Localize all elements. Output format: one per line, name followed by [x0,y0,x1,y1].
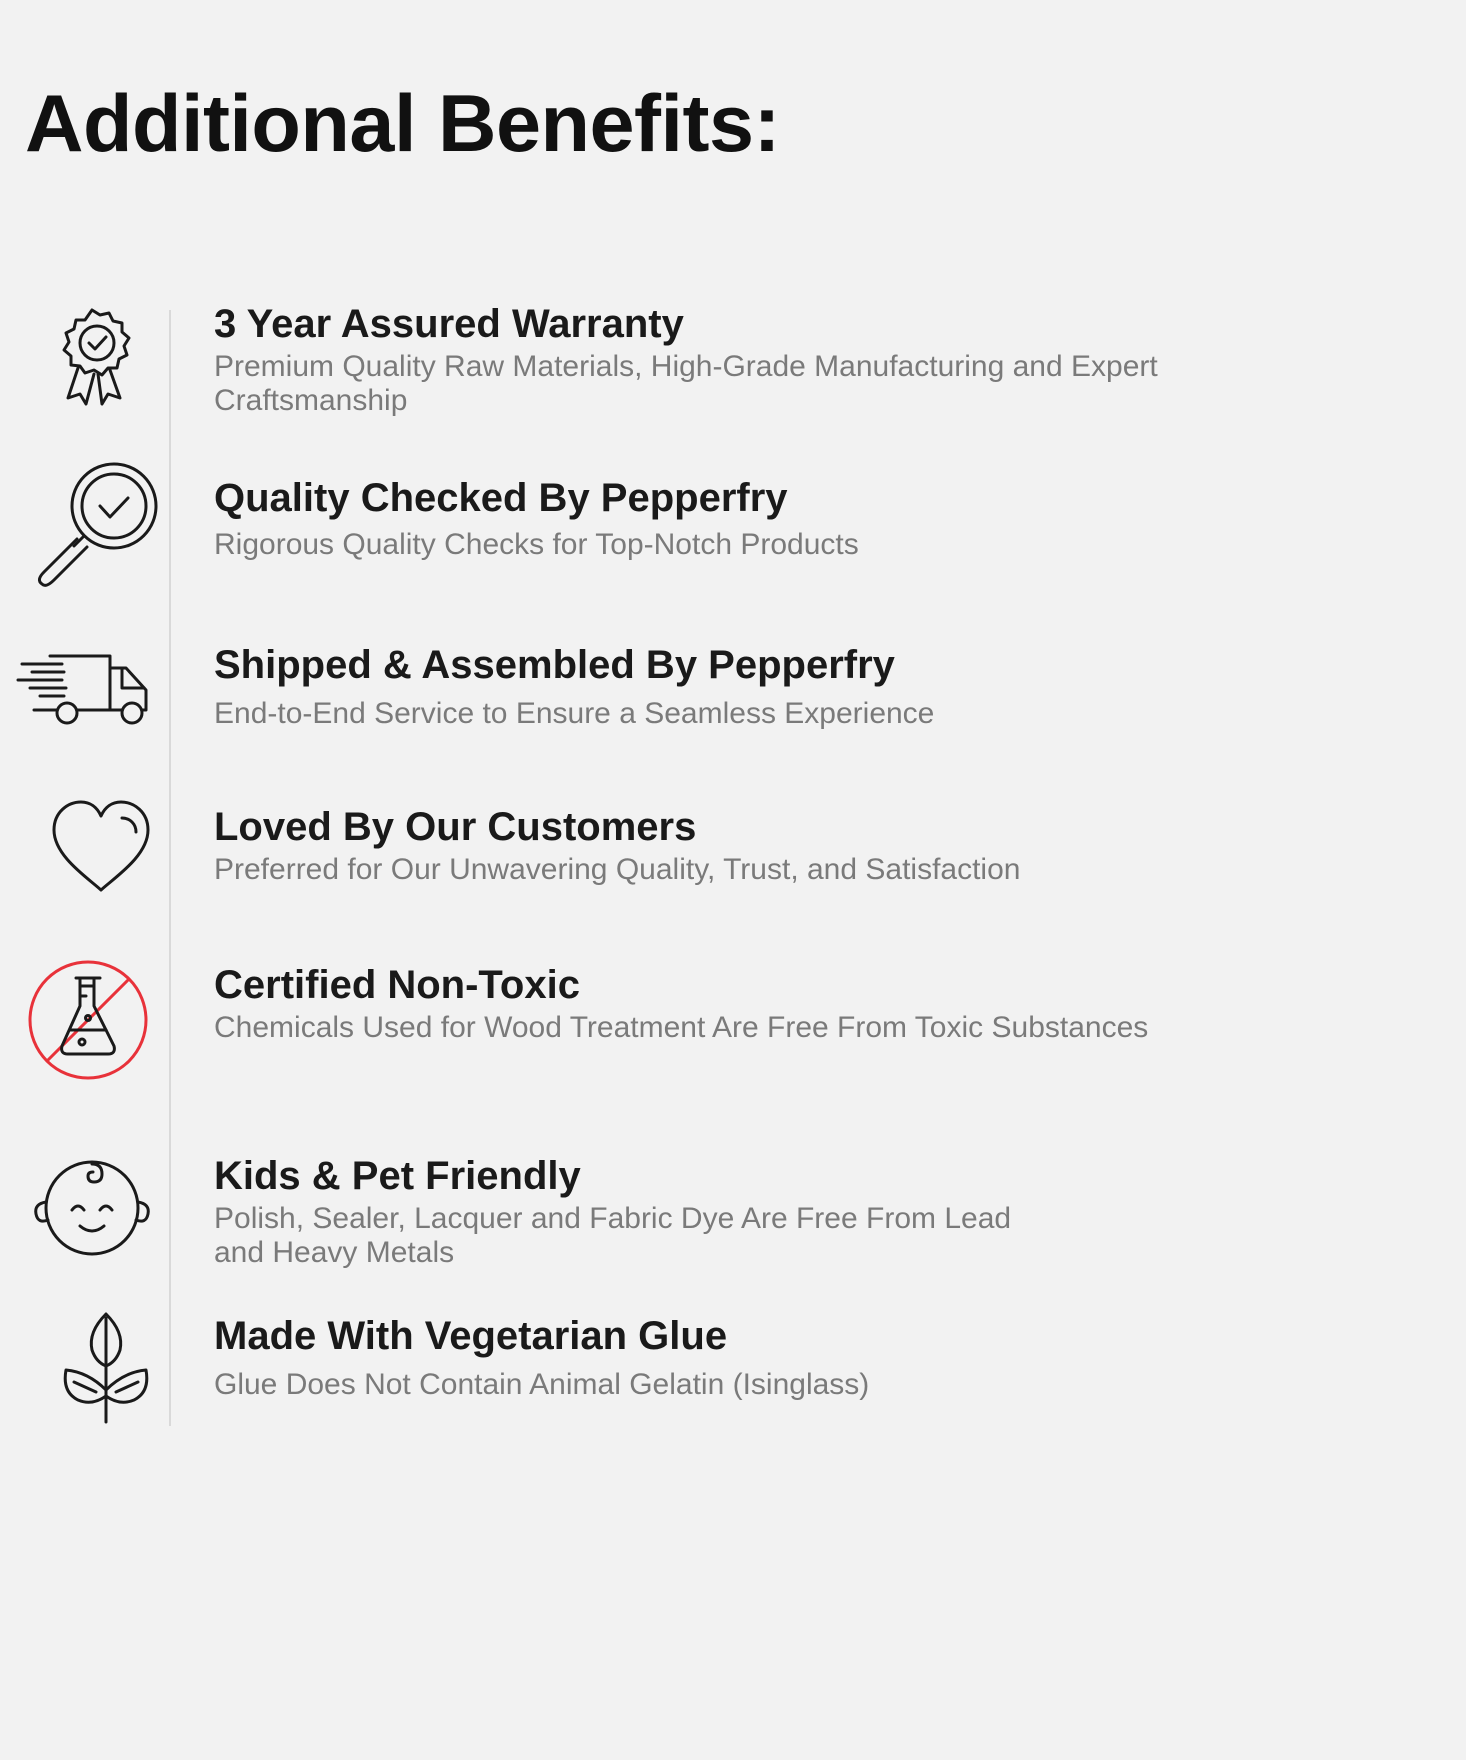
benefit-description: Polish, Sealer, Lacquer and Fabric Dye Are Free From Lead and Heavy Metals [214,1202,1012,1269]
baby-face-icon [22,1144,162,1274]
benefit-title: Loved By Our Customers [214,805,697,849]
benefit-text [214,961,1414,1045]
benefit-text [214,1152,1414,1270]
magnifier-check-icon [22,462,162,592]
benefit-description: Glue Does Not Contain Animal Gelatin (Isinglass) [214,1368,870,1401]
benefit-title: Shipped & Assembled By Pepperfry [214,643,895,687]
benefit-description: End-to-End Service to Ensure a Seamless Experience [214,697,935,730]
benefit-description: Preferred for Our Unwavering Quality, Trust, and Satisfaction [214,853,1021,886]
benefit-title: Quality Checked By Pepperfry [214,476,788,520]
benefit-text [214,1312,1414,1402]
ribbon-badge-check-icon [22,300,162,430]
no-chemical-flask-icon [18,956,158,1086]
benefit-description: Premium Quality Raw Materials, High-Grade Manufacturing and Expert Craftsmanship [214,350,1158,417]
benefit-text [214,474,1414,562]
page-title: Additional Benefits: [25,79,780,169]
benefit-title: 3 Year Assured Warranty [214,302,684,346]
plant-leaf-icon [36,1310,176,1440]
benefit-title: Certified Non-Toxic [214,963,580,1007]
benefit-title: Kids & Pet Friendly [214,1154,581,1198]
benefit-text [214,300,1414,418]
benefit-title: Made With Vegetarian Glue [214,1314,728,1358]
benefit-text [214,641,1414,731]
benefit-description: Rigorous Quality Checks for Top-Notch Products [214,528,859,561]
heart-icon [30,794,170,924]
benefit-description: Chemicals Used for Wood Treatment Are Free From Toxic Substances [214,1011,1149,1044]
benefit-text [214,803,1414,887]
delivery-truck-icon [16,636,156,766]
